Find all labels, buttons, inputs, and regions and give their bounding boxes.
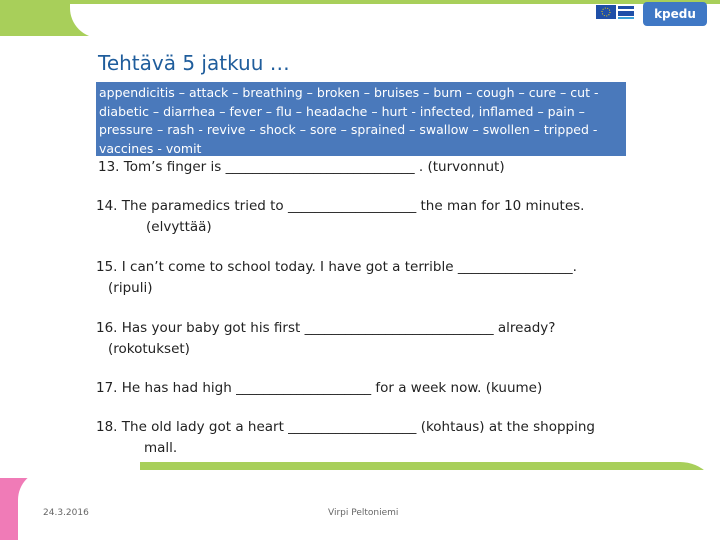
footer-white-shape	[18, 470, 720, 540]
question-15: 15. I can’t come to school today. I have got a terrible _________________.	[96, 259, 577, 275]
word-bank-line: appendicitis – attack – breathing – broken – bruises – burn – cough – cure – cut -	[99, 85, 599, 100]
page-title: Tehtävä 5 jatkuu …	[98, 51, 290, 75]
footer-author: Virpi Peltoniemi	[328, 508, 399, 518]
question-16: 16. Has your baby got his first ____________________________ already?	[96, 320, 556, 336]
question-16-hint: (rokotukset)	[108, 341, 190, 357]
word-bank-line: vaccines - vomit	[99, 140, 202, 156]
eu-flag-icon	[596, 3, 636, 23]
word-bank-box	[96, 82, 626, 156]
word-bank-line: diabetic – diarrhea – fever – flu – headache – hurt - infected, inflamed – pain –	[99, 103, 585, 119]
kpedu-logo: kpedu	[643, 2, 707, 26]
question-14-hint: (elvyttää)	[146, 219, 212, 235]
question-17: 17. He has had high ____________________ for a week now. (kuume)	[96, 380, 543, 396]
question-14: 14. The paramedics tried to ___________________ the man for 10 minutes.	[96, 198, 585, 214]
question-18-continued: mall.	[144, 440, 178, 456]
question-13: 13. Tom’s finger is ____________________________ . (turvonnut)	[98, 159, 505, 175]
question-15-hint: (ripuli)	[108, 280, 153, 296]
footer-date: 24.3.2016	[43, 508, 89, 518]
word-bank-line: pressure – rash - revive – shock – sore – sprained – swallow – swollen – tripped -	[99, 122, 598, 137]
question-18: 18. The old lady got a heart ___________________ (kohtaus) at the shopping	[96, 419, 595, 435]
